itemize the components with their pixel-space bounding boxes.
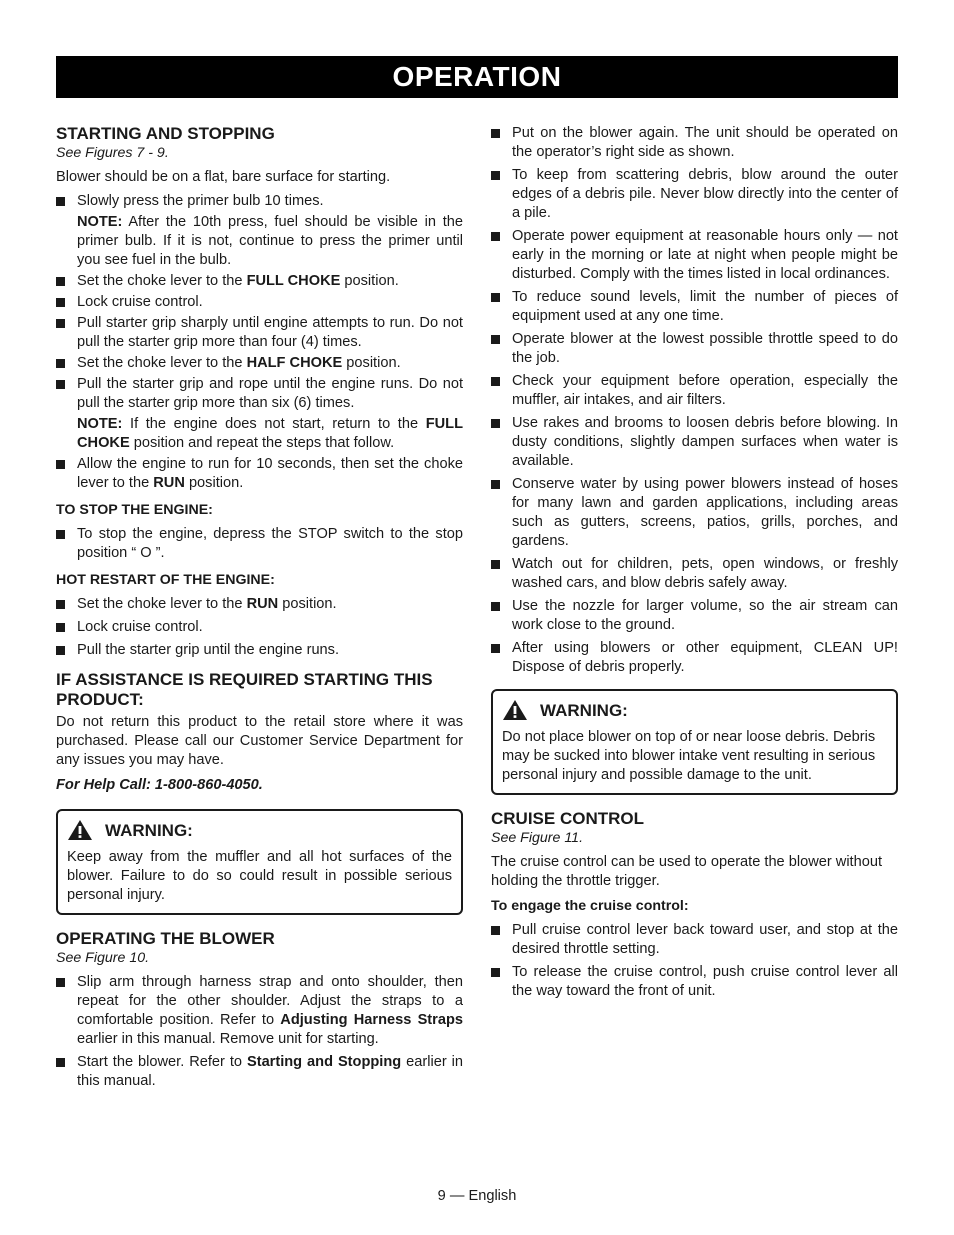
cruise-intro: The cruise control can be used to operate the blower without holding the throttle trigger. [491, 854, 883, 889]
warning-title-row [502, 699, 887, 721]
warning-triangle-icon [502, 699, 528, 721]
page-title: OPERATION [56, 56, 898, 98]
assistance-text: Do not return this product to the retail store where it was purchased. Please call our Customer Service Department for any issues you may have. [56, 714, 463, 768]
assistance-heading: IF ASSISTANCE IS REQUIRED STARTING THIS PRODUCT: [56, 670, 433, 709]
list-item: Operate blower at the lowest possible throttle speed to do the job. [491, 330, 898, 368]
starting-steps-3 [56, 455, 463, 493]
starting-heading: STARTING AND STOPPING [56, 124, 275, 143]
cruise-heading: CRUISE CONTROL [491, 809, 644, 828]
list-item: To release the cruise control, push cruise control lever all the way toward the front of unit. [491, 963, 898, 1001]
operating-tips-list [491, 124, 898, 677]
list-item: Pull cruise control lever back toward user, and stop at the desired throttle setting. [491, 921, 898, 959]
cruise-figure-ref: See Figure 11. [491, 830, 584, 846]
list-item: Put on the blower again. The unit should be operated on the operator’s right side as shown. [491, 124, 898, 162]
list-item: Watch out for children, pets, open windows, or freshly washed cars, and blow debris safely away. [491, 555, 898, 593]
warning-title: WARNING: [105, 820, 193, 840]
list-item: Allow the engine to run for 10 seconds, then set the choke lever to the RUN position. [56, 455, 463, 493]
operating-figure-ref: See Figure 10. [56, 950, 150, 966]
hot-restart-heading: HOT RESTART OF THE ENGINE: [56, 572, 275, 588]
right-column [491, 124, 898, 1005]
list-item: To stop the engine, depress the STOP switch to the stop position “ O ”. [56, 525, 463, 563]
warning-text: Do not place blower on top of or near loose debris. Debris may be sucked into blower intake vent resulting in serious personal injury and possible damage to the unit. [502, 729, 876, 783]
list-item: Use rakes and brooms to loosen debris before blowing. In dusty conditions, slightly dampen surfaces when water is available. [491, 414, 898, 471]
warning-box-debris [491, 689, 898, 795]
page-footer: 9 — English [437, 1188, 517, 1204]
operating-steps [56, 973, 463, 1091]
list-item: Pull starter grip sharply until engine attempts to run. Do not pull the starter grip more than four (4) times. [56, 314, 463, 352]
list-item: Conserve water by using power blowers instead of hoses for many lawn and garden applications, including areas such as gutters, screens, patios, grills, porches, and gardens. [491, 475, 898, 551]
starting-figure-ref: See Figures 7 - 9. [56, 145, 169, 161]
list-item: Lock cruise control. [56, 293, 463, 312]
list-item: Set the choke lever to the RUN position. [56, 595, 463, 614]
note-no-start: NOTE: If the engine does not start, return to the FULL CHOKE position and repeat the steps that follow. [77, 416, 463, 451]
stop-heading: TO STOP THE ENGINE: [56, 502, 213, 518]
list-item: To keep from scattering debris, blow around the outer edges of a debris pile. Never blow directly into the center of a pile. [491, 166, 898, 223]
list-item: Start the blower. Refer to Starting and Stopping earlier in this manual. [56, 1053, 463, 1091]
list-item: Use the nozzle for larger volume, so the air stream can work close to the ground. [491, 597, 898, 635]
list-item: Operate power equipment at reasonable hours only — not early in the morning or late at night when people might be disturbed. Comply with the times listed in local ordinances. [491, 227, 898, 284]
list-item: Lock cruise control. [56, 618, 463, 637]
list-item: Slowly press the primer bulb 10 times. [56, 192, 463, 211]
warning-title-row [67, 819, 452, 841]
warning-box-hot [56, 809, 463, 915]
hot-restart-steps [56, 595, 463, 660]
cruise-steps [491, 921, 898, 1001]
starting-intro: Blower should be on a flat, bare surface for starting. [56, 169, 391, 185]
list-item: Pull the starter grip and rope until the engine runs. Do not pull the starter grip more than six (6) times. [56, 375, 463, 413]
warning-text: Keep away from the muffler and all hot surfaces of the blower. Failure to do so could result in possible serious personal injury. [67, 849, 452, 903]
warning-triangle-icon [67, 819, 93, 841]
list-item: Pull the starter grip until the engine runs. [56, 641, 463, 660]
list-item: Check your equipment before operation, especially the muffler, air intakes, and air filters. [491, 372, 898, 410]
list-item: Set the choke lever to the FULL CHOKE position. [56, 272, 463, 291]
help-phone: For Help Call: 1-800-860-4050. [56, 777, 263, 793]
list-item: Slip arm through harness strap and onto shoulder, then repeat for the other shoulder. Adjust the straps to a comfortable position. Refer to Adjusting Harness Straps earlier in this manual. Remove unit for starting. [56, 973, 463, 1049]
operating-heading: OPERATING THE BLOWER [56, 929, 275, 948]
list-item: After using blowers or other equipment, CLEAN UP! Dispose of debris properly. [491, 639, 898, 677]
stop-steps [56, 525, 463, 563]
left-column [56, 124, 463, 1093]
list-item: Set the choke lever to the HALF CHOKE position. [56, 354, 463, 373]
warning-title: WARNING: [540, 700, 628, 720]
starting-steps-2 [56, 272, 463, 413]
note-primer: NOTE: After the 10th press, fuel should be visible in the primer bulb. If it is not, continue to press the primer until you see fuel in the bulb. [77, 214, 463, 268]
starting-steps [56, 192, 463, 211]
engage-heading: To engage the cruise control: [491, 898, 689, 914]
list-item: To reduce sound levels, limit the number of pieces of equipment used at any one time. [491, 288, 898, 326]
